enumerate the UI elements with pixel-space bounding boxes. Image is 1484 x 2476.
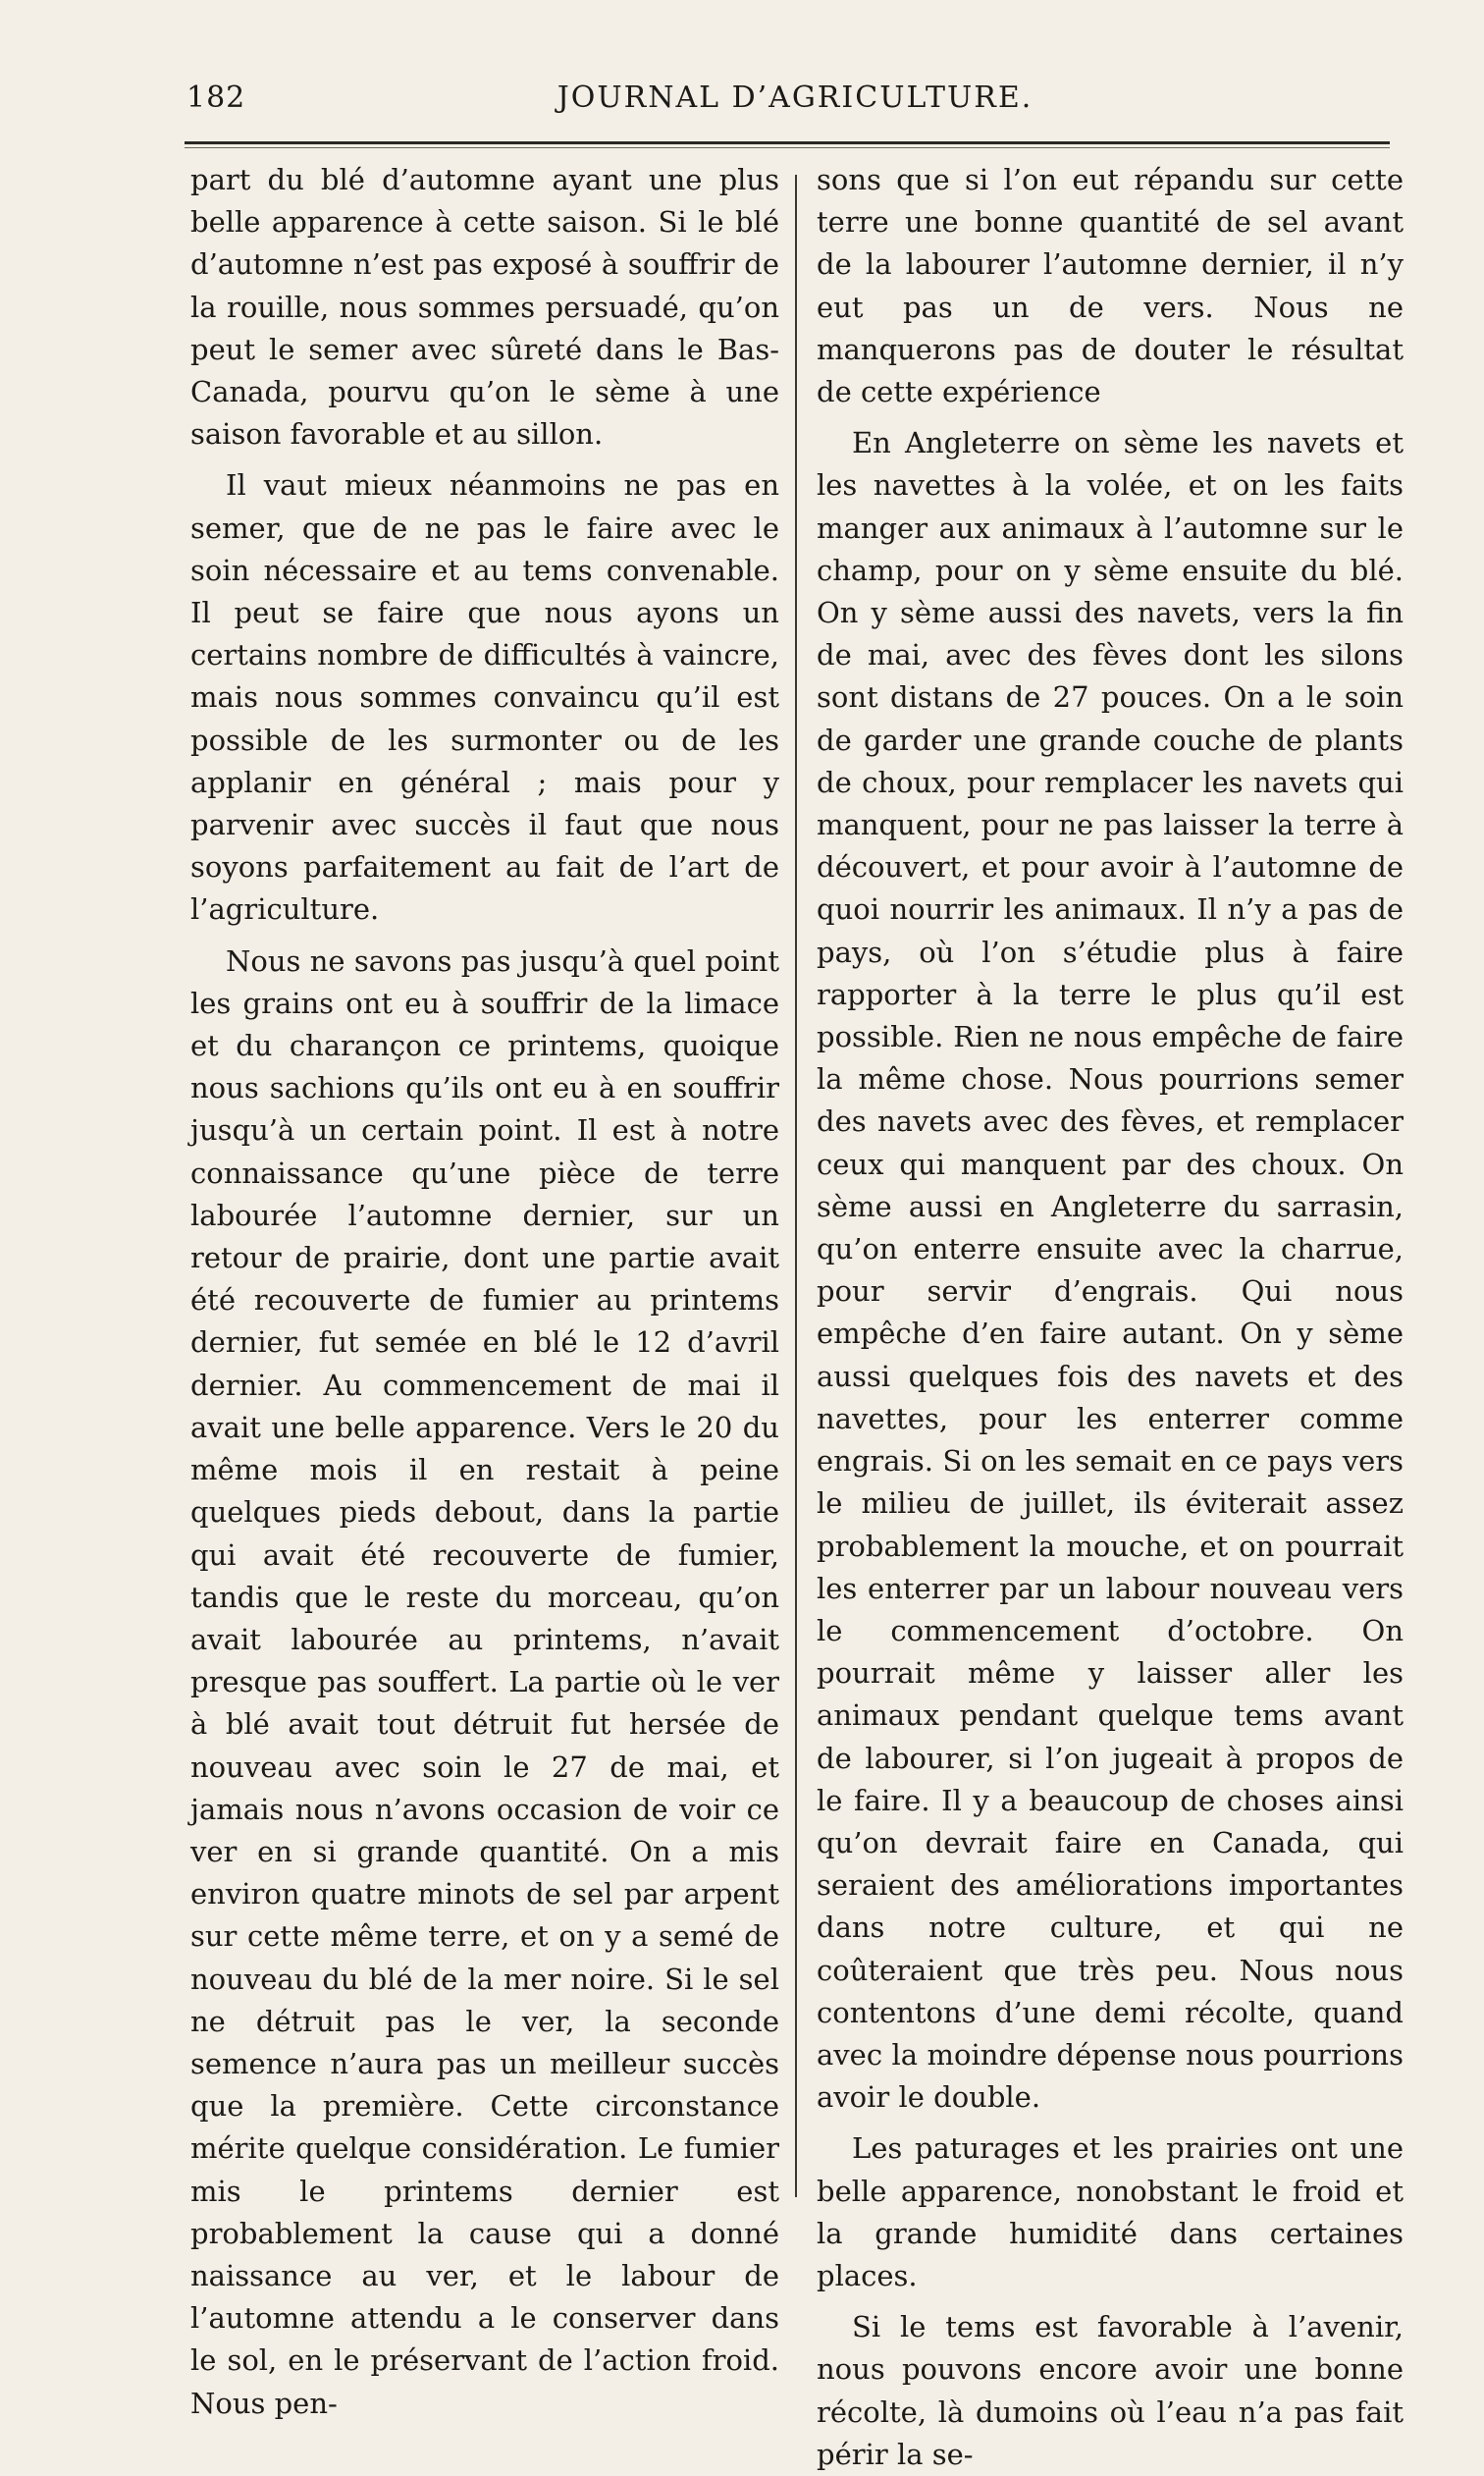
- right-column: [817, 159, 1404, 2476]
- paragraph: sons que si l’on eut répandu sur cette terre une bonne quantité de sel avant de la labourer l’automne dernier, il n’y eut pas un de vers. Nous ne manquerons pas de douter le résultat de cette expérience: [817, 163, 1404, 409]
- header-rule: [185, 141, 1390, 144]
- page-number: 182: [186, 81, 246, 115]
- paragraph: Il vaut mieux néanmoins ne pas en semer, que de ne pas le faire avec le soin nécessaire et au tems convenable. Il peut se faire que nous ayons un certains nombre de difficultés à vaincre, mais nous sommes convaincu qu’il est possible de les surmonter ou de les applanir en général ; mais pour y parvenir avec succès il faut que nous soyons parfaitement au fait de l’art de l’agriculture.: [190, 468, 779, 927]
- paragraph: Les paturages et les prairies ont une belle apparence, nonobstant le froid et la grande humidité dans certaines places.: [817, 2131, 1404, 2292]
- page-header: [186, 81, 1404, 130]
- paragraph: Nous ne savons pas jusqu’à quel point les grains ont eu à souffrir de la limace et du charançon ce printems, quoique nous sachions qu’ils ont eu à en souffrir jusqu’à un certain point. Il est à notre connaissance qu’une pièce de terre labourée l’automne dernier, sur un retour de prairie, dont une partie avait été recouverte de fumier au printems dernier, fut semée en blé le 12 d’avril dernier. Au commencement de mai il avait une belle apparence. Vers le 20 du même mois il en restait à peine quelques pieds debout, dans la partie qui avait été recouverte de fumier, tandis que le reste du morceau, qu’on avait labourée au printems, n’avait presque pas souffert. La partie où le ver à blé avait tout détruit fut hersée de nouveau avec soin le 27 de mai, et jamais nous n’avons occasion de voir ce ver en si grande quantité. On a mis environ quatre minots de sel par arpent sur cette même terre, et on y a semé de nouveau du blé de la mer noire. Si le sel ne détruit pas le ver, la seconde semence n’aura pas un meilleur succès que la première. Cette circonstance mérite quelque considération. Le fumier mis le printems dernier est probablement la cause qui a donné naissance au ver, et le labour de l’automne attendu a le conserver dans le sol, en le préservant de l’action froid. Nous pen-: [190, 943, 779, 2420]
- header-rule-thin: [185, 147, 1390, 148]
- left-column: [190, 159, 779, 2425]
- paragraph: En Angleterre on sème les navets et les navettes à la volée, et on les faits manger aux animaux à l’automne sur le champ, pour on y sème ensuite du blé. On y sème aussi des navets, vers la fin de mai, avec des fèves dont les silons sont distans de 27 pouces. On a le soin de garder une grande couche de plants de choux, pour remplacer les navets qui manquent, pour ne pas laisser la terre à découvert, et pour avoir à l’automne de quoi nourrir les animaux. Il n’y a pas de pays, où l’on s’étudie plus à faire rapporter à la terre le plus qu’il est possible. Rien ne nous empêche de faire la même chose. Nous pourrions semer des navets avec des fèves, et remplacer ceux qui manquent par des choux. On sème aussi en Angleterre du sarrasin, qu’on enterre ensuite avec la charrue, pour servir d’engrais. Qui nous empêche d’en faire autant. On y sème aussi quelques fois des navets et des navettes, pour les enterrer comme engrais. Si on les semait en ce pays vers le milieu de juillet, ils éviterait assez probablement la mouche, et on pourrait les enterrer par un labour nouveau vers le commencement d’octobre. On pourrait même y laisser aller les animaux pendant quelque tems avant de labourer, si l’on jugeait à propos de le faire. Il y a beaucoup de choses ainsi qu’on devrait faire en Canada, qui seraient des améliorations importantes dans notre culture, et qui ne coûteraient que très peu. Nous nous contentons d’une demi récolte, quand avec la moindre dépense nous pourrions avoir le double.: [817, 426, 1404, 2115]
- paragraph: Si le tems est favorable à l’avenir, nous pouvons encore avoir une bonne récolte, là dumoins où l’eau n’a pas fait périr la se-: [817, 2310, 1404, 2471]
- column-divider: [795, 175, 797, 2197]
- paragraph: part du blé d’automne ayant une plus belle apparence à cette saison. Si le blé d’automne n’est pas exposé à souffrir de la rouille, nous sommes persuadé, qu’on peut le semer avec sûreté dans le Bas-Canada, pourvu qu’on le sème à une saison favorable et au sillon.: [190, 163, 779, 452]
- running-title: JOURNAL D’AGRICULTURE.: [556, 81, 1034, 115]
